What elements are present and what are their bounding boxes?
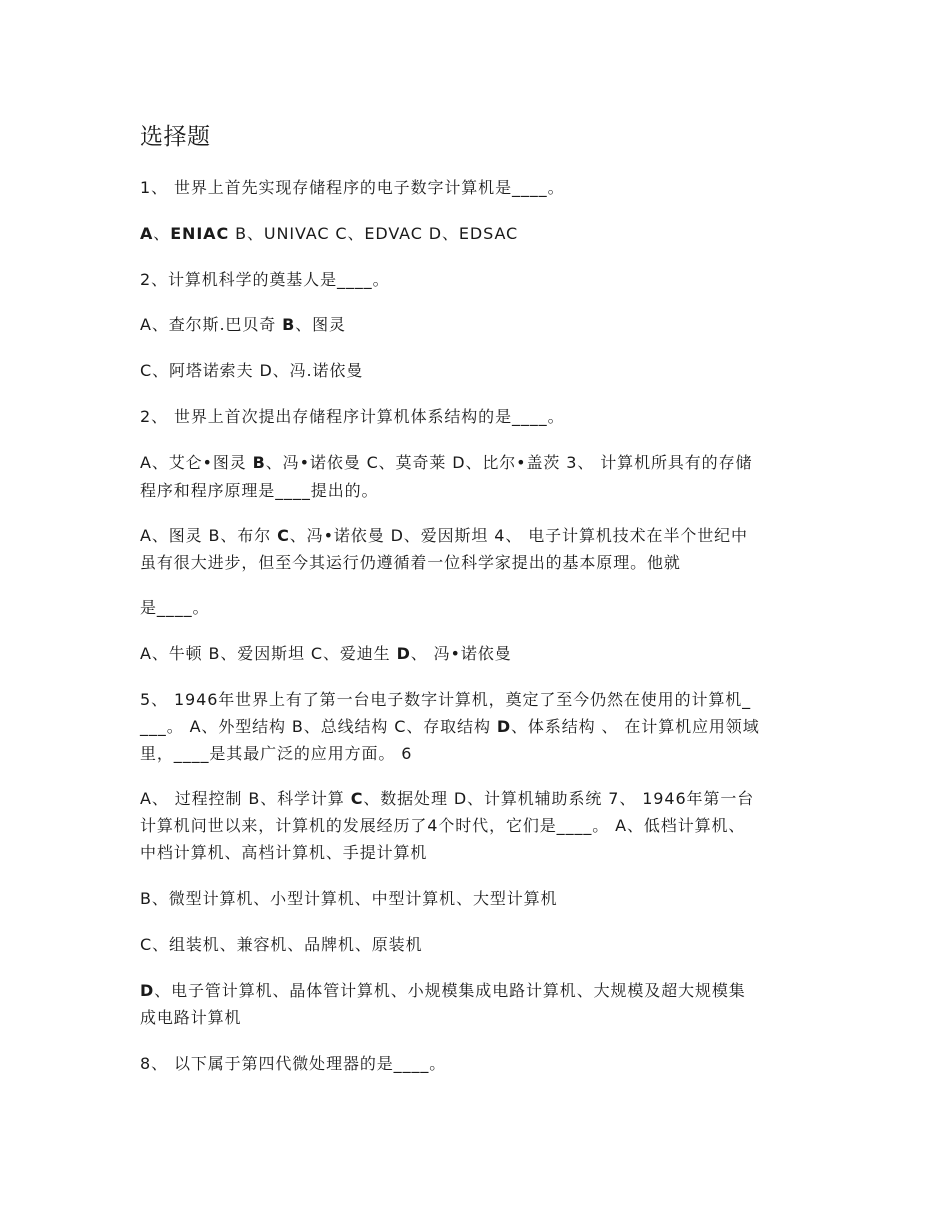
text-line	[140, 451, 752, 475]
text-line	[140, 405, 564, 429]
text-line	[140, 596, 209, 620]
line-text: B、UNIVAC C、EDVAC D、EDSAC	[229, 224, 519, 243]
line-text: 8、 以下属于第四代微处理器的是____。	[140, 1054, 447, 1073]
line-text: 虽有很大进步，但至今其运行仍遵循着一位科学家提出的基本原理。他就	[140, 553, 681, 572]
text-line	[140, 313, 346, 337]
line-text: 1、 世界上首先实现存储程序的电子数字计算机是____。	[140, 178, 565, 197]
bold-answer-text: D	[496, 717, 512, 736]
line-text: 、体系结构 、 在计算机应用领域	[511, 717, 760, 736]
line-text: ___。 A、外型结构 B、总线结构 C、存取结构	[140, 717, 497, 736]
text-line	[140, 841, 427, 865]
bold-answer-text: C	[277, 526, 290, 545]
line-text: 、 冯•诺依曼	[410, 644, 512, 663]
text-line	[140, 715, 760, 739]
line-text: A、图灵 B、布尔	[140, 526, 278, 545]
bold-answer-text: D	[140, 981, 155, 1000]
text-line	[140, 642, 512, 666]
bold-answer-text: C	[350, 789, 364, 808]
bold-answer-text: A	[140, 224, 154, 243]
text-line	[140, 551, 681, 575]
text-line	[140, 814, 745, 838]
line-text: 程序和程序原理是____提出的。	[140, 481, 379, 500]
section-title: 选择题	[140, 124, 211, 150]
bold-answer-text: ENIAC	[170, 224, 230, 243]
line-text: 、冯•诺依曼 C、莫奇莱 D、比尔•盖茨 3、 计算机所具有的存储	[265, 453, 753, 472]
text-line	[140, 887, 557, 911]
text-line	[140, 979, 746, 1003]
line-text: A、 过程控制 B、科学计算	[140, 789, 351, 808]
line-text: A、艾仑•图灵	[140, 453, 253, 472]
line-text: 2、 世界上首次提出存储程序计算机体系结构的是____。	[140, 407, 565, 426]
line-text: B、微型计算机、小型计算机、中型计算机、大型计算机	[140, 889, 558, 908]
line-text: C、阿塔诺索夫 D、冯.诺依曼	[140, 361, 364, 380]
line-text: A、牛顿 B、爱因斯坦 C、爱迪生	[140, 644, 397, 663]
line-text: C、组装机、兼容机、品牌机、原装机	[140, 935, 423, 954]
text-line	[140, 524, 748, 548]
bold-answer-text: D	[396, 644, 411, 663]
bold-answer-text: B	[282, 315, 296, 334]
text-line	[140, 1052, 446, 1076]
line-text: 中档计算机、高档计算机、手提计算机	[140, 843, 428, 862]
text-line	[140, 479, 378, 503]
line-text: 2、计算机科学的奠基人是____。	[140, 270, 390, 289]
line-text: 、	[153, 224, 171, 243]
text-line	[140, 787, 754, 811]
line-text: 5、 1946年世界上有了第一台电子数字计算机，奠定了至今仍然在使用的计算机_	[140, 690, 752, 709]
line-text: 、图灵	[295, 315, 346, 334]
line-text: 成电路计算机	[140, 1008, 242, 1027]
text-line	[140, 742, 412, 766]
line-text: A、查尔斯.巴贝奇	[140, 315, 283, 334]
bold-answer-text: B	[252, 453, 266, 472]
text-line	[140, 222, 518, 246]
text-line	[140, 1006, 241, 1030]
line-text: 是____。	[140, 598, 210, 617]
line-text: 里，____是其最广泛的应用方面。 6	[140, 744, 413, 763]
line-text: 、冯•诺依曼 D、爱因斯坦 4、 电子计算机技术在半个世纪中	[289, 526, 748, 545]
text-line	[140, 688, 751, 712]
text-line	[140, 933, 422, 957]
text-line	[140, 176, 564, 200]
line-text: 、数据处理 D、计算机辅助系统 7、 1946年第一台	[363, 789, 755, 808]
line-text: 计算机问世以来，计算机的发展经历了4个时代，它们是____。 A、低档计算机、	[140, 816, 746, 835]
text-line	[140, 359, 363, 383]
text-line	[140, 268, 389, 292]
line-text: 、电子管计算机、晶体管计算机、小规模集成电路计算机、大规模及超大规模集	[154, 981, 746, 1000]
